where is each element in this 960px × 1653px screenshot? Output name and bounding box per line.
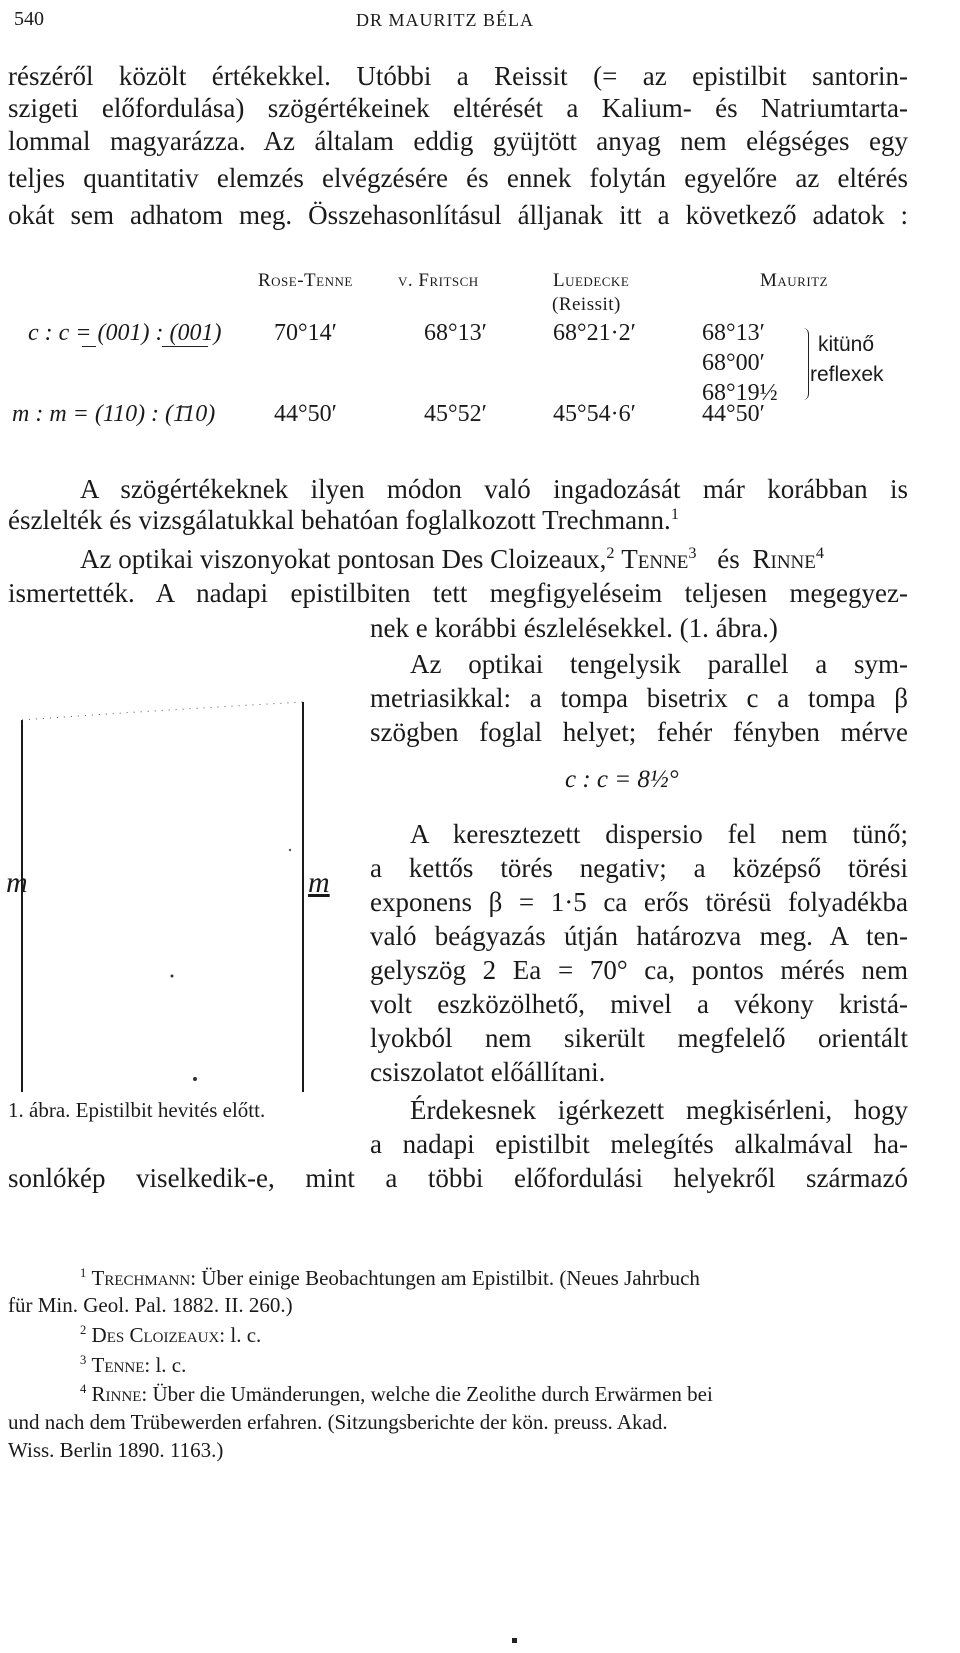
footnote-ref: 1 bbox=[670, 505, 679, 523]
column-header-fritsch: v. Fritsch bbox=[398, 270, 479, 291]
note-reflexek: reflexek bbox=[810, 363, 884, 386]
row1-luedecke: 68°21·2′ bbox=[553, 320, 636, 346]
figure-label-right: m bbox=[308, 866, 330, 899]
footnote-1-cont: für Min. Geol. Pal. 1882. II. 260.) bbox=[8, 1293, 293, 1317]
para2-line: ismertették. A nadapi epistilbiten tett megfigyeléseim teljesen megegyez- bbox=[8, 578, 908, 608]
column-header-luedecke: Luedecke bbox=[553, 270, 630, 291]
para4-line: exponens β = 1·5 ca erős törésü folyadékba bbox=[370, 887, 908, 917]
crystal-diagram bbox=[0, 680, 340, 1100]
para5-line: sonlókép viselkedik-e, mint a többi előfordulási helyekről származó bbox=[8, 1163, 908, 1193]
footnote-ref: 2 bbox=[606, 544, 615, 562]
footnote-ref: 3 bbox=[688, 544, 697, 562]
intro-line: részéről közölt értékekkel. Utóbbi a Reissit (= az epistilbit santorin- bbox=[8, 61, 908, 91]
para3-line: Az optikai tengelysik parallel a sym- bbox=[410, 649, 908, 679]
speck bbox=[171, 975, 174, 978]
underline-decoration bbox=[162, 346, 208, 347]
para2-line: A szögértékeknek ilyen módon való ingadozását már korábban is bbox=[80, 474, 908, 504]
para2-line: Az optikai viszonyokat pontosan Des Cloizeaux,$^2$ Tenne$^3$ és Rinne$^4$ bbox=[80, 544, 824, 574]
column-header-mauritz: Mauritz bbox=[760, 270, 829, 291]
para4-line: a kettős törés negativ; a középső törési bbox=[370, 853, 908, 883]
crystal-top-edge bbox=[22, 702, 303, 720]
column-header-rose-tenne: Rose-Tenne bbox=[258, 270, 353, 291]
footnote-4-cont: und nach dem Trübewerden erfahren. (Sitzungsberichte der kön. preuss. Akad. bbox=[8, 1410, 668, 1434]
row2-label: m : m = (110) : (1̄10) bbox=[12, 401, 216, 427]
para2-line: észlelték és vizsgálatukkal behatóan foglalkozott Trechmann.$^1$ bbox=[8, 505, 679, 535]
note-kituno: kitünő bbox=[818, 333, 875, 356]
row2-fritsch: 45°52′ bbox=[424, 401, 487, 427]
para5-line: a nadapi epistilbit melegítés alkalmával ha- bbox=[370, 1129, 908, 1159]
luedecke-subheader: (Reissit) bbox=[552, 294, 621, 315]
brace-icon bbox=[798, 328, 809, 400]
para3-line: metriasikkal: a tompa bisetrix c a tompa β bbox=[370, 683, 908, 713]
formula: c : c = 8½° bbox=[565, 766, 679, 793]
figure-caption: 1. ábra. Epistilbit hevités előtt. bbox=[8, 1098, 266, 1122]
para4-line: gelyszög 2 Ea = 70° ca, pontos mérés nem bbox=[370, 955, 908, 985]
para4-line: volt eszközölhető, mivel a vékony kristá- bbox=[370, 989, 908, 1019]
para4-line: való beágyazás útján határozva meg. A ten- bbox=[370, 921, 908, 951]
intro-line: szigeti előfordulása) szögértékeinek eltérését a Kalium- és Natriumtarta- bbox=[8, 93, 908, 123]
underline-decoration bbox=[82, 346, 96, 347]
running-title: DR MAURITZ BÉLA bbox=[356, 10, 534, 30]
para4-line: lyokból nem sikerült megfelelő orientált bbox=[370, 1023, 908, 1053]
para3-line: szögben foglal helyet; fehér fényben mérve bbox=[370, 717, 908, 747]
row2-mauritz: 44°50′ bbox=[702, 401, 765, 427]
speck bbox=[289, 849, 291, 851]
row2-rose-tenne: 44°50′ bbox=[274, 401, 337, 427]
footnote-1: $^1$ Trechmann: Über einige Beobachtungen am Epistilbit. (Neues Jahrbuch bbox=[80, 1266, 700, 1290]
intro-line: okát sem adhatom meg. Összehasonlításul álljanak itt a következő adatok : bbox=[8, 200, 908, 230]
intro-line: lommal magyarázza. Az általam eddig gyüjtött anyag nem elégséges egy bbox=[8, 126, 908, 156]
figure-label-left: m bbox=[6, 866, 28, 899]
row2-luedecke: 45°54·6′ bbox=[553, 401, 636, 427]
para4-line: csiszolatot előállítani. bbox=[370, 1057, 606, 1087]
footnote-4: $^4$ Rinne: Über die Umänderungen, welche die Zeolithe durch Erwärmen bei bbox=[80, 1382, 713, 1406]
intro-line: teljes quantitativ elemzés elvégzésére és ennek folytán egyelőre az eltérés bbox=[8, 163, 908, 193]
para2-line: nek e korábbi észlelésekkel. (1. ábra.) bbox=[370, 613, 778, 643]
footnote-4-cont: Wiss. Berlin 1890. 1163.) bbox=[8, 1438, 224, 1462]
footnote-2: $^2$ Des Cloizeaux: l. c. bbox=[80, 1323, 262, 1347]
ink-mark bbox=[512, 1638, 517, 1643]
footnote-ref: 4 bbox=[815, 544, 824, 562]
row1-mauritz-1: 68°13′ bbox=[702, 320, 765, 346]
row1-mauritz-3: 68°19½ bbox=[702, 380, 778, 406]
speck bbox=[193, 1077, 197, 1081]
para5-line: Érdekesnek igérkezett megkisérleni, hogy bbox=[410, 1095, 908, 1125]
row1-fritsch: 68°13′ bbox=[424, 320, 487, 346]
footnote-3: $^3$ Tenne: l. c. bbox=[80, 1353, 187, 1377]
para4-line: A keresztezett dispersio fel nem tünő; bbox=[410, 819, 908, 849]
row1-rose-tenne: 70°14′ bbox=[274, 320, 337, 346]
page-number: 540 bbox=[14, 8, 44, 30]
row1-mauritz-2: 68°00′ bbox=[702, 350, 765, 376]
row1-label: c : c = (001) : (001) bbox=[28, 320, 222, 346]
